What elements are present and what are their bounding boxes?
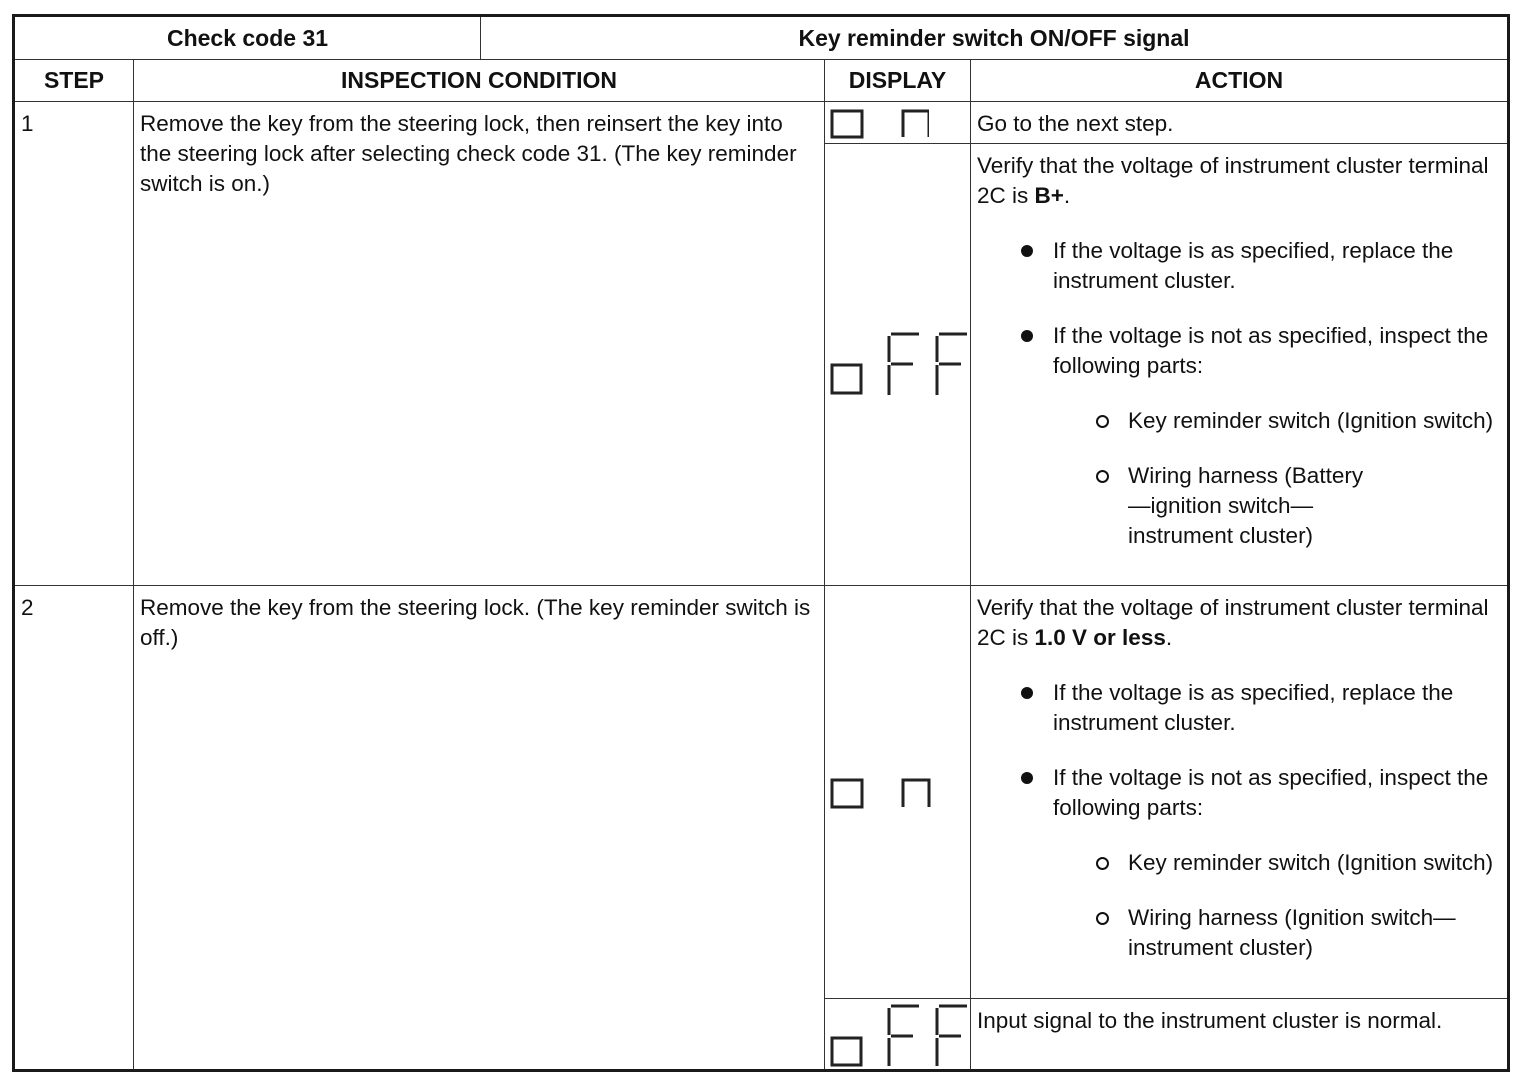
bullet-item: If the voltage is as specified, replace the instrument cluster. <box>977 678 1497 738</box>
check-code-label: Check code 31 <box>166 24 329 51</box>
spec-value: 1.0 V or less <box>1034 625 1166 650</box>
sub-bullet-item: Wiring harness (Battery—ignition switch—instrument cluster) <box>977 461 1378 551</box>
action-text: Input signal to the instrument cluster is normal. <box>977 1008 1443 1033</box>
action-detail <box>977 151 1497 551</box>
seven-segment-on-icon <box>829 777 939 809</box>
column-header-action: ACTION <box>1194 67 1284 93</box>
seven-segment-on-icon <box>829 109 929 139</box>
seven-segment-off-icon <box>829 1003 969 1068</box>
display-off-reading <box>829 332 969 397</box>
bullet-item: If the voltage is as specified, replace the instrument cluster. <box>977 236 1497 296</box>
sub-bullet-item: Key reminder switch (Ignition switch) <box>977 848 1497 878</box>
sub-bullet-item: Key reminder switch (Ignition switch) <box>977 406 1497 436</box>
verify-instruction: Verify that the voltage of instrument cluster terminal 2C is 1.0 V or less. <box>977 595 1489 650</box>
verify-instruction: Verify that the voltage of instrument cluster terminal 2C is B+. <box>977 153 1489 208</box>
column-header-display: DISPLAY <box>848 67 947 93</box>
step-number: 2 <box>21 595 34 620</box>
display-on-reading <box>829 109 929 139</box>
display-off-reading <box>829 1003 969 1068</box>
bullet-item: If the voltage is not as specified, inspect the following parts: <box>977 763 1497 823</box>
inspection-condition: Remove the key from the steering lock, then reinsert the key into the steering lock after selecting check code 31. (The key reminder switch is on.) <box>140 111 797 196</box>
action-detail <box>977 593 1497 963</box>
seven-segment-off-icon <box>829 332 969 397</box>
page-title: Key reminder switch ON/OFF signal <box>798 24 1190 51</box>
spec-value: B+ <box>1034 183 1064 208</box>
step-number: 1 <box>21 111 34 136</box>
display-on-reading <box>829 777 939 809</box>
inspection-condition: Remove the key from the steering lock. (The key reminder switch is off.) <box>140 595 811 650</box>
bullet-item: If the voltage is not as specified, inspect the following parts: <box>977 321 1497 381</box>
sub-bullet-item: Wiring harness (Ignition switch—instrument cluster) <box>977 903 1458 963</box>
action-text: Go to the next step. <box>977 111 1174 136</box>
check-code-table <box>12 14 1510 1072</box>
column-header-condition: INSPECTION CONDITION <box>340 67 617 93</box>
column-header-step: STEP <box>43 67 105 93</box>
